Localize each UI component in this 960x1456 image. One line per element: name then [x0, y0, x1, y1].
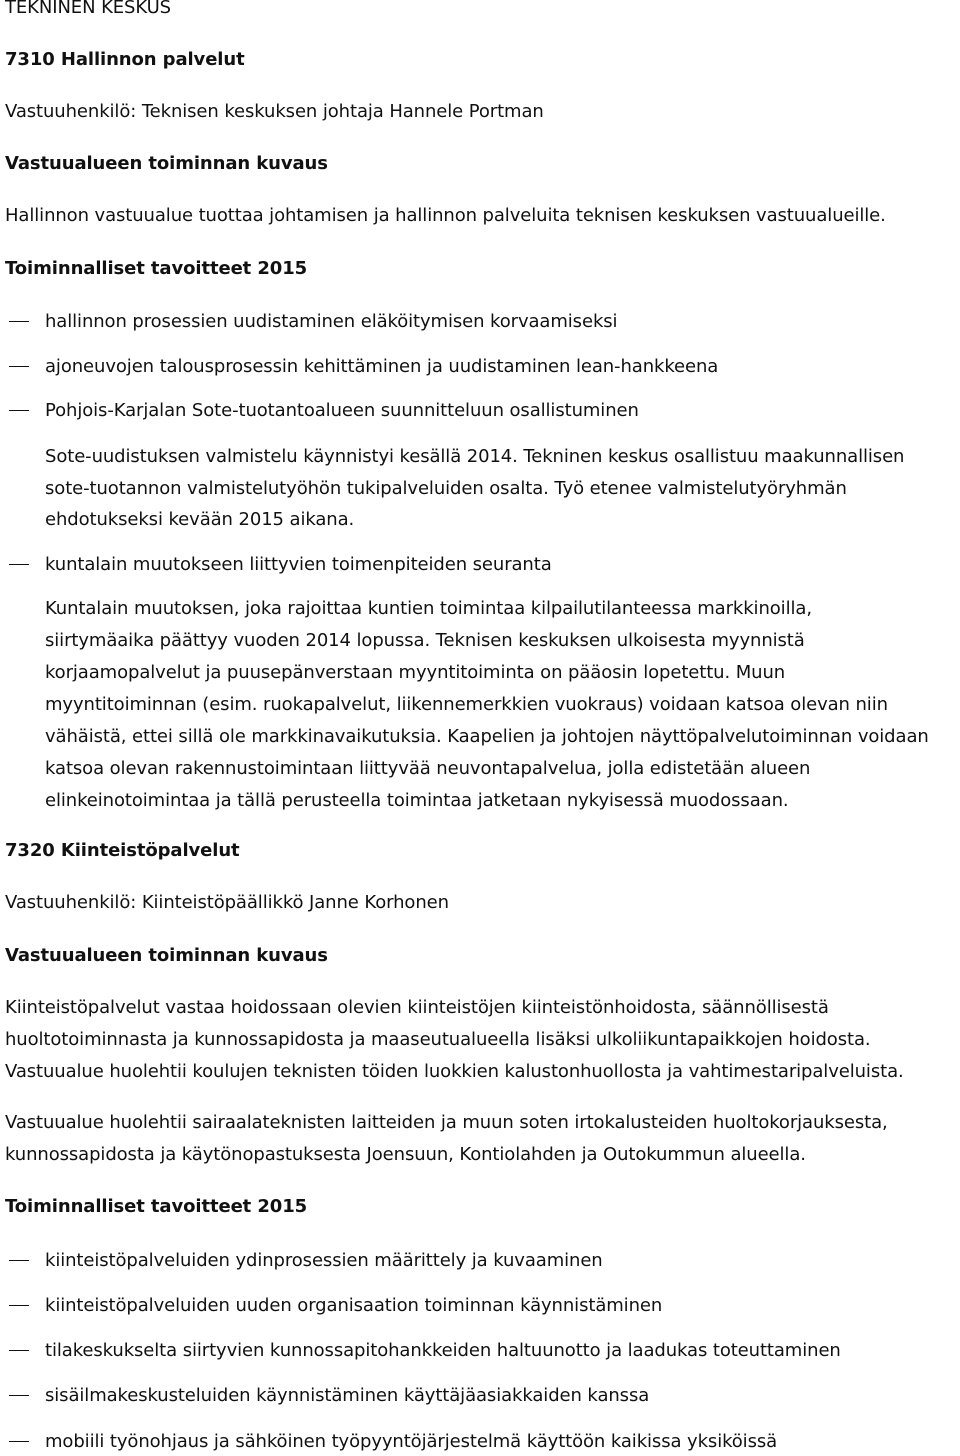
dash-bullet-icon: [9, 410, 29, 411]
goal-item: kuntalain muutokseen liittyvien toimenpiteiden seuranta: [45, 554, 552, 575]
dash-bullet-icon: [9, 1395, 29, 1396]
description-text-7310: Hallinnon vastuualue tuottaa johtamisen ja hallinnon palveluita teknisen keskuksen vastuualueille.: [5, 205, 886, 226]
dash-bullet-icon: [9, 564, 29, 565]
responsible-person-7310: Vastuuhenkilö: Teknisen keskuksen johtaja Hannele Portman: [5, 101, 544, 122]
goal-item: kiinteistöpalveluiden ydinprosessien määrittely ja kuvaaminen: [45, 1250, 603, 1271]
description-paragraph-line: kunnossapidosta ja käytönopastuksesta Joensuun, Kontiolahden ja Outokummun alueella.: [5, 1144, 806, 1165]
dash-bullet-icon: [9, 1260, 29, 1261]
goal-item: mobiili työnohjaus ja sähköinen työpyyntöjärjestelmä käyttöön kaikissa yksiköissä: [45, 1431, 778, 1452]
goals-heading-7320: Toiminnalliset tavoitteet 2015: [5, 1196, 308, 1217]
kuntalaki-paragraph-line: elinkeinotoimintaa ja tällä perusteella toimintaa jatketaan nykyisessä muodossaan.: [45, 790, 789, 811]
kuntalaki-paragraph-line: myyntitoiminnan (esim. ruokapalvelut, liikennemerkkien vuokraus) voidaan katsoa olevan niin: [45, 694, 888, 715]
goals-heading-7310: Toiminnalliset tavoitteet 2015: [5, 258, 308, 279]
description-heading-7310: Vastuualueen toiminnan kuvaus: [5, 153, 328, 174]
goal-item: tilakeskukselta siirtyvien kunnossapitohankkeiden haltuunotto ja laadukas toteuttaminen: [45, 1340, 841, 1361]
dash-bullet-icon: [9, 1305, 29, 1306]
goal-item: Pohjois-Karjalan Sote-tuotantoalueen suunnitteluun osallistuminen: [45, 400, 639, 421]
section-title-7310: 7310 Hallinnon palvelut: [5, 49, 245, 70]
dash-bullet-icon: [9, 1350, 29, 1351]
dash-bullet-icon: [9, 321, 29, 322]
kuntalaki-paragraph-line: korjaamopalvelut ja puusepänverstaan myyntitoiminta on pääosin lopetettu. Muun: [45, 662, 786, 683]
description-heading-7320: Vastuualueen toiminnan kuvaus: [5, 945, 328, 966]
sote-paragraph-line: ehdotukseksi kevään 2015 aikana.: [45, 509, 355, 530]
responsible-person-7320: Vastuuhenkilö: Kiinteistöpäällikkö Janne Korhonen: [5, 892, 449, 913]
section-title-7320: 7320 Kiinteistöpalvelut: [5, 840, 240, 861]
goal-item: hallinnon prosessien uudistaminen eläköitymisen korvaamiseksi: [45, 311, 618, 332]
goal-item: kiinteistöpalveluiden uuden organisaation toiminnan käynnistäminen: [45, 1295, 663, 1316]
description-paragraph-line: Vastuualue huolehtii koulujen teknisten töiden luokkien kalustonhuollosta ja vahtimestaripalveluista.: [5, 1061, 904, 1082]
goal-item: ajoneuvojen talousprosessin kehittäminen ja uudistaminen lean-hankkeena: [45, 356, 719, 377]
goal-item: sisäilmakeskusteluiden käynnistäminen käyttäjäasiakkaiden kanssa: [45, 1385, 650, 1406]
kuntalaki-paragraph-line: siirtymäaika päättyy vuoden 2014 lopussa. Teknisen keskuksen ulkoisesta myynnistä: [45, 630, 805, 651]
kuntalaki-paragraph-line: katsoa olevan rakennustoimintaan liittyvää neuvontapalvelua, jolla edistetään alueen: [45, 758, 811, 779]
dash-bullet-icon: [9, 1441, 29, 1442]
description-paragraph-line: huoltotoiminnasta ja kunnossapidosta ja maaseutualueella lisäksi ulkoliikuntapaikkojen hoidosta.: [5, 1029, 871, 1050]
dash-bullet-icon: [9, 366, 29, 367]
sote-paragraph-line: Sote-uudistuksen valmistelu käynnistyi kesällä 2014. Tekninen keskus osallistuu maakunnallisen: [45, 446, 905, 467]
description-paragraph-line: Kiinteistöpalvelut vastaa hoidossaan olevien kiinteistöjen kiinteistönhoidosta, säännöllisestä: [5, 997, 829, 1018]
kuntalaki-paragraph-line: Kuntalain muutoksen, joka rajoittaa kuntien toimintaa kilpailutilanteessa markkinoilla,: [45, 598, 812, 619]
org-title: TEKNINEN KESKUS: [5, 0, 171, 18]
sote-paragraph-line: sote-tuotannon valmistelutyöhön tukipalveluiden osalta. Työ etenee valmistelutyöryhmän: [45, 478, 847, 499]
kuntalaki-paragraph-line: vähäistä, ettei sillä ole markkinavaikutuksia. Kaapelien ja johtojen näyttöpalvelutoiminnan voidaan: [45, 726, 929, 747]
description-paragraph-line: Vastuualue huolehtii sairaalateknisten laitteiden ja muun soten irtokalusteiden huoltokorjauksesta,: [5, 1112, 888, 1133]
